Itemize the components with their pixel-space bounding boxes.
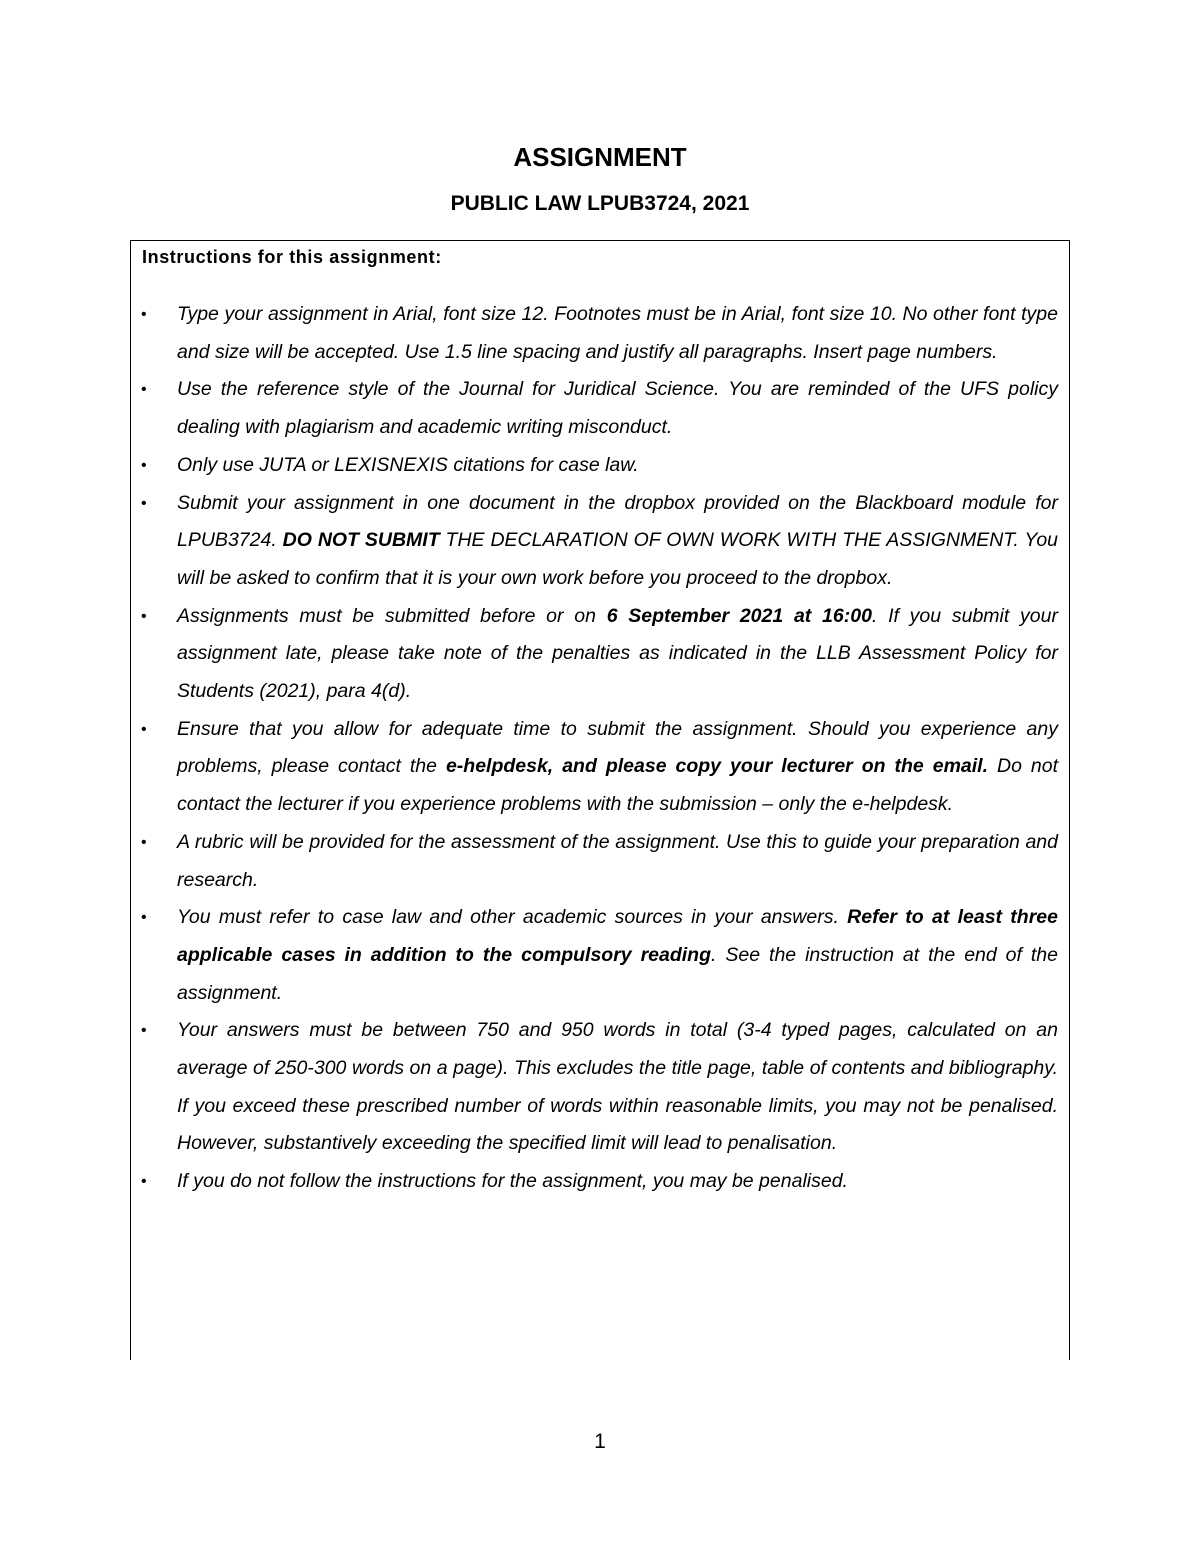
instruction-text: A rubric will be provided for the assessment of the assignment. Use this to guide your preparation and research. [177, 830, 1058, 891]
instruction-text-after: THE DECLARATION OF OWN WORK WITH THE ASSIGNMENT. You will be asked to confirm that it is your own work before you proceed to the dropbox. [177, 529, 1059, 589]
bullet-icon: • [141, 909, 147, 927]
instruction-item-reference-style [131, 371, 1068, 446]
bullet-icon: • [141, 720, 147, 738]
instruction-text: Use the reference style of the Journal for Juridical Science. You are reminded of the UFS policy dealing with plagiarism and academic writing misconduct. [177, 378, 1058, 439]
instruction-text-before: Ensure that you allow for adequate time to submit the assignment. Should you experience any problems, please contact the [177, 717, 1058, 778]
instruction-text-bold: 6 September 2021 at 16:00 [606, 604, 872, 627]
instruction-text-before: Assignments must be submitted before or on [177, 604, 607, 627]
bullet-icon: • [141, 494, 147, 512]
instructions-list [131, 296, 1068, 1201]
page-number: 1 [594, 1430, 606, 1453]
instruction-item-case-law [131, 899, 1068, 1012]
instruction-item-helpdesk [131, 711, 1068, 824]
instruction-text: Your answers must be between 750 and 950 words in total (3-4 typed pages, calculated on an average of 250-300 words on a page). This excludes the title page, table of contents and bibliography. If you exceed these prescribed number of words within reasonable limits, you may not be penalised. However, substantively exceeding the specified limit will lead to penalisation. [177, 1019, 1058, 1155]
bullet-icon: • [141, 456, 147, 474]
instruction-text-after: . If you submit your assignment late, please take note of the penalties as indicated in the LLB Assessment Policy for Students (2021), para 4(d). [177, 604, 1058, 703]
instructions-box [130, 240, 1070, 1360]
instruction-text-bold: DO NOT SUBMIT [282, 529, 440, 552]
bullet-icon: • [141, 833, 147, 851]
instruction-text: If you do not follow the instructions for the assignment, you may be penalised. [177, 1170, 848, 1193]
instruction-text-bold: Refer to at least three applicable cases in addition to the compulsory reading [177, 906, 1058, 966]
instruction-item-submission [131, 485, 1068, 598]
instruction-item-word-count [131, 1012, 1068, 1163]
instruction-item-citations [131, 447, 1068, 485]
bullet-icon: • [141, 306, 147, 323]
instruction-text: Type your assignment in Arial, font size 12. Footnotes must be in Arial, font size 10. No other font type and size will be accepted. Use 1.5 line spacing and justify all paragraphs. Insert page numbers. [177, 303, 1058, 363]
instruction-item-deadline [131, 598, 1068, 711]
instruction-item-penalty [131, 1163, 1068, 1201]
instruction-text-bold: e-helpdesk, and please copy your lecturer on the email. [445, 755, 989, 778]
instruction-text: Only use JUTA or LEXISNEXIS citations for case law. [177, 453, 639, 476]
document-subtitle: PUBLIC LAW LPUB3724, 2021 [450, 192, 750, 215]
instruction-text-before: You must refer to case law and other academic sources in your answers. [177, 906, 848, 929]
bullet-icon: • [141, 607, 147, 625]
instruction-text-before: Submit your assignment in one document in the dropbox provided on the Blackboard module for LPUB3724. [177, 491, 1058, 552]
instructions-heading: Instructions for this assignment: [142, 247, 442, 267]
bullet-icon: • [141, 1022, 147, 1040]
instruction-item-font [131, 296, 1068, 371]
instruction-item-rubric [131, 824, 1068, 899]
instruction-text-after: . See the instruction at the end of the assignment. [177, 943, 1058, 1004]
instruction-text-after: Do not contact the lecturer if you experience problems with the submission – only the e-helpdesk. [177, 755, 1058, 816]
bullet-icon: • [141, 1173, 147, 1191]
document-title: ASSIGNMENT [513, 142, 687, 172]
bullet-icon: • [141, 381, 147, 399]
